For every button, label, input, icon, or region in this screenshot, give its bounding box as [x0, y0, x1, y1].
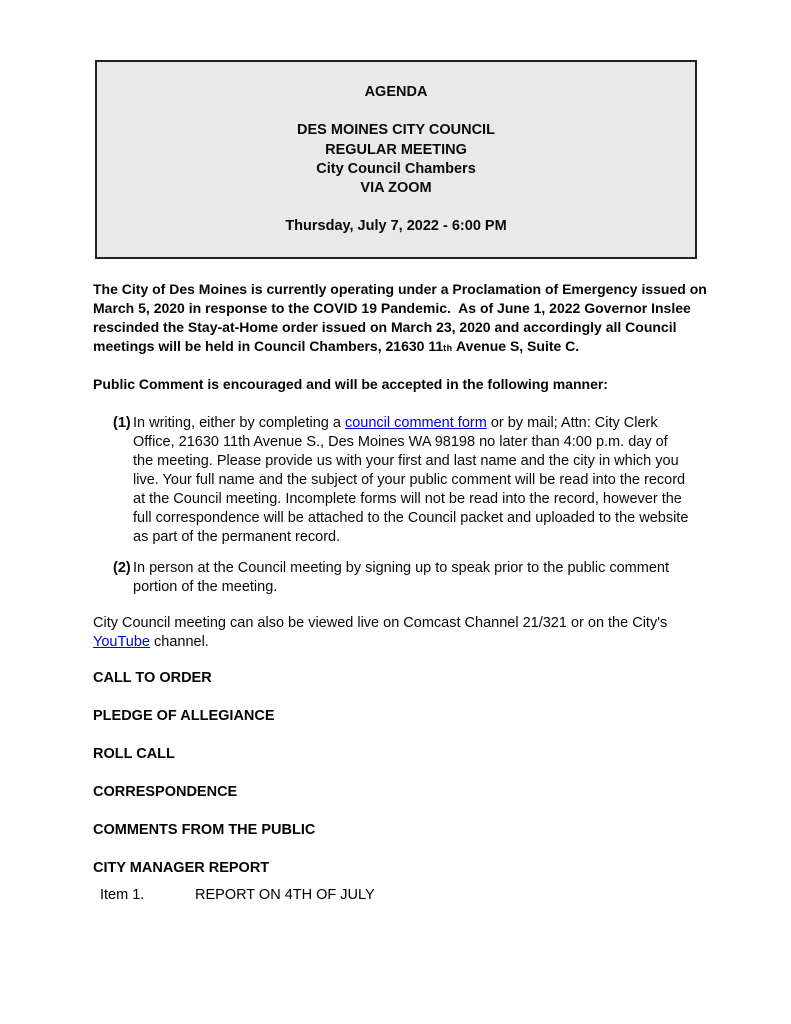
viewing-info-paragraph [93, 614, 693, 652]
emergency-notice-paragraph [93, 280, 711, 358]
agenda-item-row [100, 886, 708, 905]
agenda-item-label: Item 1. [100, 886, 145, 903]
section-heading-correspondence: CORRESPONDENCE [93, 783, 238, 800]
section-heading-roll-call: ROLL CALL [93, 745, 175, 762]
public-comment-heading: Public Comment is encouraged and will be accepted in the following manner: [93, 375, 608, 392]
agenda-item-title: REPORT ON 4TH OF JULY [195, 886, 375, 903]
viewing-info-text-end: channel. [149, 633, 209, 650]
comment-method-text: In person at the Council meeting by signing up to speak prior to the public comment portion of the meeting. [133, 559, 669, 595]
section-heading-call-to-order: CALL TO ORDER [93, 669, 212, 686]
youtube-link[interactable]: YouTube [93, 633, 150, 650]
emergency-notice-text: The City of Des Moines is currently operating under a Proclamation of Emergency issued on March 5, 2020 in response to the COVID 19 Pandemic. As of June 1, 2022 Governor Inslee rescinded the Stay-at-Home order issued on March 23, 2020 and accordingly all Council meetings will be held in Council Chambers, 21630 11 [93, 280, 711, 354]
viewing-info-text-start: City Council meeting can also be viewed live on Comcast Channel 21/321 or on the City's [93, 614, 668, 631]
council-comment-form-link[interactable]: council comment form [344, 414, 487, 431]
ordinal-suffix: th [443, 342, 453, 353]
spacer [107, 102, 685, 121]
meeting-location-line: City Council Chambers [316, 160, 476, 177]
section-heading-comments-from-public: COMMENTS FROM THE PUBLIC [93, 821, 316, 838]
comment-method-item-1 [93, 414, 708, 547]
spacer [107, 198, 685, 217]
item-number: (1) [113, 414, 131, 431]
item-number: (2) [113, 559, 131, 576]
agenda-title: AGENDA [364, 84, 428, 100]
council-name-line: DES MOINES CITY COUNCIL [297, 122, 495, 139]
comment-method-item-2 [93, 559, 708, 597]
method-1-text-end: or by mail; Attn: City Clerk Office, 21630 11th Avenue S., Des Moines WA 98198 no later than 4:00 p.m. day of the meeting. Please provide us with your first and last name and the city in which you live. Your full name and the subject of your public comment will be read into the record at the Council meeting. Incomplete forms will not be read into the record, however the full correspondence will be attached to the Council packet and uploaded to the website as part of the permanent record. [133, 414, 689, 545]
method-1-text-start: In writing, either by completing a [133, 414, 345, 431]
comment-method-text [133, 414, 690, 547]
emergency-notice-text-end: Avenue S, Suite C. [452, 337, 580, 354]
meeting-datetime: Thursday, July 7, 2022 - 6:00 PM [285, 218, 507, 235]
meeting-type-line: REGULAR MEETING [325, 141, 467, 158]
meeting-platform-line: VIA ZOOM [360, 180, 432, 197]
agenda-header-box [95, 60, 697, 259]
section-heading-pledge-of-allegiance: PLEDGE OF ALLEGIANCE [93, 707, 275, 724]
section-heading-city-manager-report: CITY MANAGER REPORT [93, 859, 270, 876]
